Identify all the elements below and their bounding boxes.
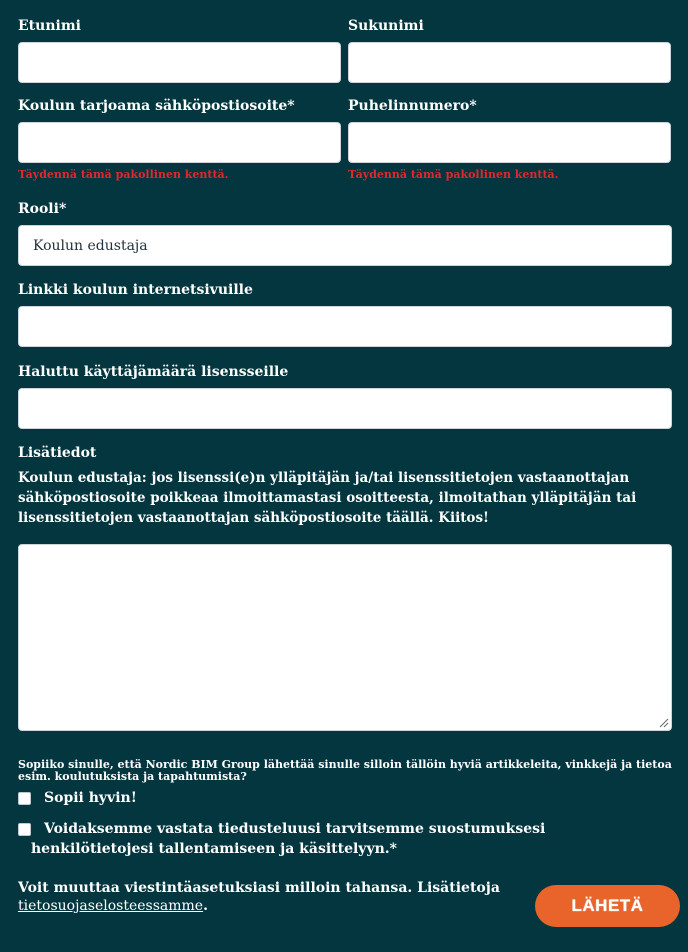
- resize-handle-icon[interactable]: [659, 718, 669, 728]
- submit-button[interactable]: LÄHETÄ: [535, 885, 680, 927]
- website-group: [18, 281, 672, 347]
- marketing-consent: [18, 788, 672, 808]
- first-name-input[interactable]: [18, 42, 341, 83]
- storage-consent: [18, 819, 672, 859]
- website-input[interactable]: [18, 306, 672, 347]
- name-row: [18, 17, 672, 83]
- first-name-label: Etunimi: [18, 18, 81, 34]
- privacy-policy-link[interactable]: tietosuojaselosteessamme: [18, 898, 204, 914]
- role-label: Rooli*: [18, 201, 67, 217]
- role-select[interactable]: Koulun edustaja: [18, 225, 672, 266]
- last-name-input[interactable]: [348, 42, 671, 83]
- phone-error: Täydennä tämä pakollinen kenttä.: [348, 168, 559, 181]
- phone-group: [348, 97, 671, 182]
- role-group: [18, 200, 672, 266]
- last-name-label: Sukunimi: [348, 18, 424, 34]
- phone-label: Puhelinnumero*: [348, 98, 477, 114]
- storage-consent-text: Voidaksemme vastata tiedusteluusi tarvitsemme suostumuksesi henkilötietojesi tallentamiseen ja käsittelyyn.*: [31, 821, 546, 857]
- user-count-group: [18, 363, 672, 429]
- contact-form: [18, 0, 672, 915]
- email-error: Täydennä tämä pakollinen kenttä.: [18, 168, 229, 181]
- privacy-note-text: Voit muuttaa viestintäasetuksiasi milloin tahansa. Lisätietoja: [18, 880, 500, 896]
- details-group: [18, 444, 672, 731]
- website-label: Linkki koulun internetsivuille: [18, 282, 253, 298]
- details-label: Lisätiedot: [18, 445, 97, 461]
- consent-question: Sopiiko sinulle, että Nordic BIM Group lähettää sinulle silloin tällöin hyviä artikkeleita, vinkkejä ja tietoa esim. koulutuksista ja tapahtumista?: [18, 758, 672, 783]
- storage-checkbox[interactable]: [18, 823, 31, 836]
- details-textarea[interactable]: [18, 544, 672, 731]
- marketing-checkbox[interactable]: [18, 792, 31, 805]
- first-name-group: [18, 17, 341, 83]
- phone-input[interactable]: [348, 122, 671, 163]
- consent-section: [18, 759, 672, 859]
- marketing-consent-label: Sopii hyvin!: [44, 790, 137, 806]
- details-description: Koulun edustaja: jos lisenssi(e)n ylläpitäjän ja/tai lisenssitietojen vastaanottajan sähköpostiosoite poikkeaa ilmoittamastasi osoitteesta, ilmoitathan ylläpitäjän tai lisenssitietojen vastaanottajan sähköpostiosoite täällä. Kiitos!: [18, 470, 637, 526]
- privacy-note-end: .: [203, 898, 208, 914]
- email-input[interactable]: [18, 122, 341, 163]
- contact-row: [18, 97, 672, 182]
- user-count-label: Haluttu käyttäjämäärä lisensseille: [18, 364, 289, 380]
- email-label: Koulun tarjoama sähköpostiosoite*: [18, 98, 295, 114]
- storage-consent-label: [31, 819, 672, 859]
- user-count-input[interactable]: [18, 388, 672, 429]
- last-name-group: [348, 17, 671, 83]
- email-group: [18, 97, 341, 182]
